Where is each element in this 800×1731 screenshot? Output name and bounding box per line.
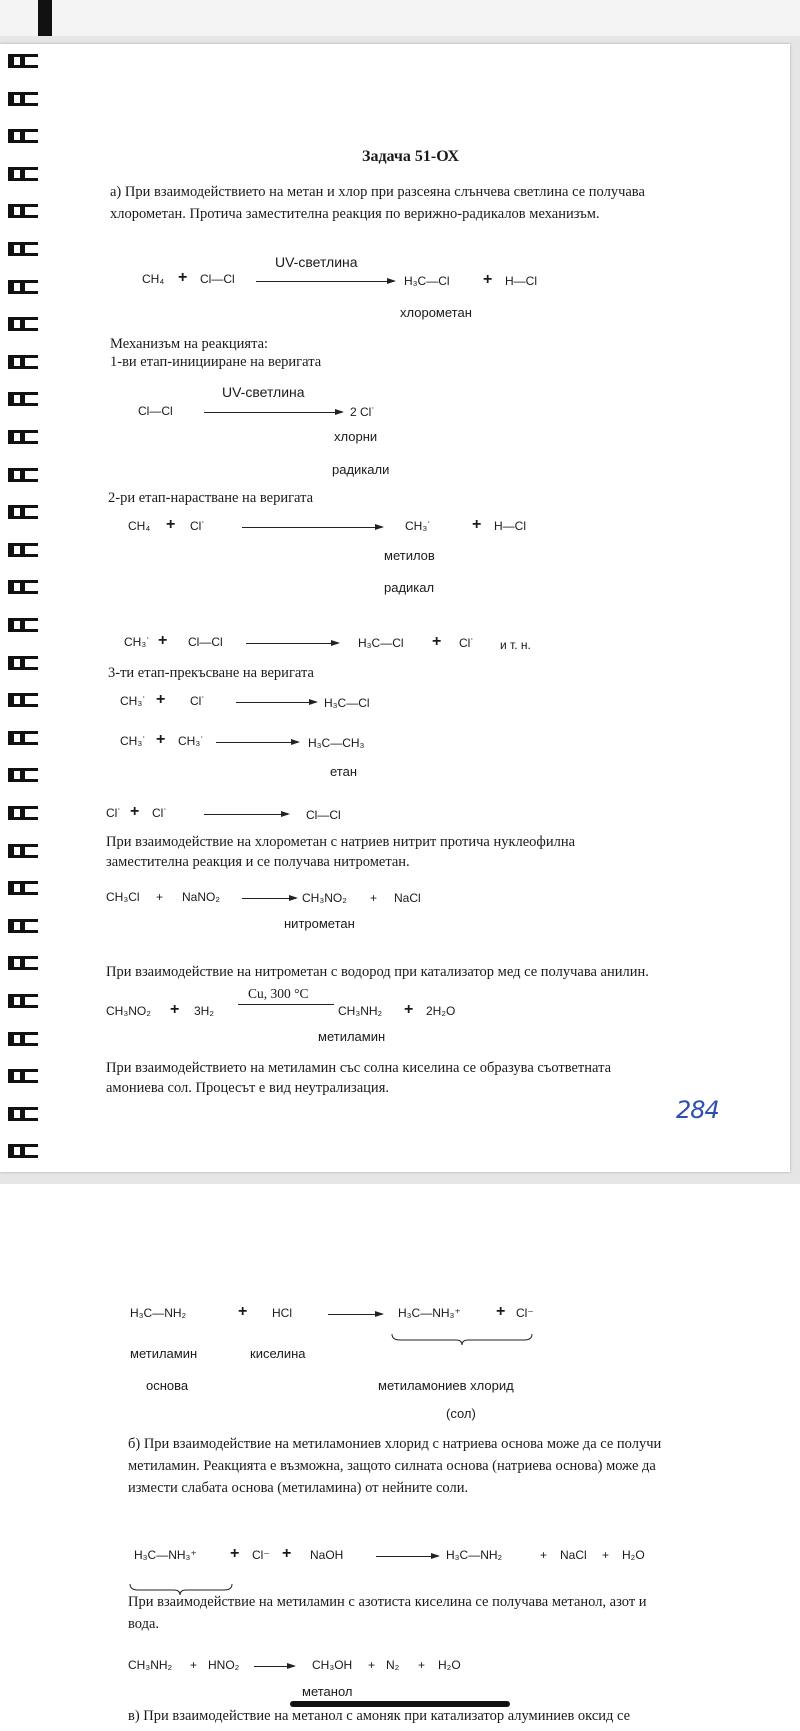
paragraph-2-line-1: При взаимодействие на хлорометан с натриев нитрит протича нуклеофилна: [106, 834, 576, 850]
paragraph-5-line-2: метиламин. Реакцията е възможна, защото силната основа (натриева основа) може да: [128, 1458, 656, 1474]
reaction-3-product-2: H—Cl: [494, 519, 526, 533]
binding-edge: [38, 0, 52, 36]
binding-ring: [4, 392, 40, 406]
binding-ring: [4, 919, 40, 933]
spiral-binding: [0, 44, 44, 1172]
handwritten-page-number: 284: [676, 1096, 719, 1124]
reaction-10-reactant-a: H₃C—NH₂: [130, 1306, 187, 1320]
binding-ring: [4, 355, 40, 369]
reaction-12-reactant-a: CH₃NH₂: [128, 1658, 173, 1672]
reaction-7-reactant-b: Cl˙: [152, 806, 168, 820]
binding-ring: [4, 1032, 40, 1046]
reaction-line: [238, 1004, 334, 1005]
binding-ring: [4, 505, 40, 519]
reaction-6-reactant-b: CH₃˙: [178, 734, 205, 748]
binding-ring: [4, 768, 40, 782]
binding-ring: [4, 1107, 40, 1121]
reaction-arrow: [256, 281, 394, 282]
reaction-10-name-a-line-1: метиламин: [130, 1346, 198, 1361]
reaction-2-name-line-1: хлорни: [334, 429, 378, 444]
reaction-3-name-line-2: радикал: [384, 580, 435, 595]
reaction-6-reactant-a: CH₃˙: [120, 734, 147, 748]
reaction-3-name-line-1: метилов: [384, 548, 435, 563]
plus-sign: +: [178, 269, 188, 286]
plus-sign: +: [432, 633, 442, 650]
reaction-9-reactant-b: 3H₂: [194, 1004, 214, 1018]
paragraph-3: При взаимодействие на нитрометан с водород при катализатор мед се получава анилин.: [106, 964, 649, 980]
paragraph-4-line-2: амониева сол. Процесът е вид неутрализация.: [106, 1080, 389, 1096]
reaction-12-product-3: H₂O: [438, 1658, 461, 1672]
reaction-3-reactant-b: Cl˙: [190, 519, 206, 533]
reaction-7-reactant-a: Cl˙: [106, 806, 122, 820]
plus-sign: +: [190, 1658, 198, 1672]
binding-ring: [4, 54, 40, 68]
reaction-arrow: [246, 643, 338, 644]
plus-sign: +: [130, 803, 140, 820]
paragraph-4-line-1: При взаимодействието на метиламин със солна киселина се образува съответната: [106, 1060, 612, 1076]
binding-ring: [4, 881, 40, 895]
reaction-5-reactant-b: Cl˙: [190, 694, 206, 708]
product-brace: [390, 1332, 534, 1346]
plus-sign: +: [158, 632, 168, 649]
binding-ring: [4, 317, 40, 331]
reaction-10-name-b: киселина: [250, 1346, 306, 1361]
reaction-arrow: [242, 898, 296, 899]
plus-sign: +: [602, 1548, 610, 1562]
plus-sign: +: [496, 1303, 506, 1320]
reaction-2-product: 2 Cl˙: [350, 405, 376, 419]
reaction-9-condition: Cu, 300 °C: [248, 986, 309, 1001]
reaction-10-name-product: метиламониев хлорид: [378, 1378, 514, 1393]
reaction-1-product-1: H₃C—Cl: [404, 274, 450, 288]
reaction-6-product: H₃C—CH₃: [308, 736, 365, 750]
reaction-12-product-2: N₂: [386, 1658, 400, 1672]
reaction-arrow: [236, 702, 316, 703]
reaction-1-reactant-a: CH₄: [142, 272, 165, 286]
binding-ring: [4, 129, 40, 143]
reaction-arrow: [376, 1556, 438, 1557]
binding-ring: [4, 1069, 40, 1083]
reaction-10-product-1: H₃C—NH₃⁺: [398, 1306, 461, 1320]
binding-ring: [4, 242, 40, 256]
plus-sign: +: [404, 1001, 414, 1018]
reaction-2-condition: UV-светлина: [222, 384, 305, 400]
paragraph-2-line-2: заместителна реакция и се получава нитрометан.: [106, 854, 410, 870]
reaction-8-product-2: NaCl: [394, 891, 421, 905]
intro-line-2: хлорометан. Протича заместителна реакция по верижно-радикалов механизъм.: [110, 206, 600, 222]
binding-ring: [4, 693, 40, 707]
reaction-5-reactant-a: CH₃˙: [120, 694, 147, 708]
reaction-11-product-1: H₃C—NH₂: [446, 1548, 503, 1562]
reaction-4-etc: и т. н.: [500, 638, 531, 652]
mechanism-heading: Механизъм на реакцията:: [110, 336, 269, 352]
reaction-10-name-a-line-2: основа: [146, 1378, 189, 1393]
plus-sign: +: [238, 1303, 248, 1320]
binding-ring: [4, 580, 40, 594]
reaction-1-reactant-b: Cl—Cl: [200, 272, 235, 286]
plus-sign: +: [483, 271, 493, 288]
reaction-2-name-line-2: радикали: [332, 462, 390, 477]
binding-ring: [4, 956, 40, 970]
reaction-10-name-product-2: (сол): [446, 1406, 476, 1421]
binding-ring: [4, 468, 40, 482]
binding-ring: [4, 204, 40, 218]
document-page-2: [0, 1184, 800, 1731]
reaction-8-product-name: нитрометан: [284, 916, 355, 931]
plus-sign: +: [368, 1658, 376, 1672]
intro-line-1: а) При взаимодействието на метан и хлор при разсеяна слънчева светлина се получава: [110, 184, 645, 200]
binding-ring: [4, 167, 40, 181]
reaction-arrow: [242, 527, 382, 528]
stage-1-heading: 1-ви етап-иницииране на веригата: [110, 354, 322, 370]
previous-page-strip: [0, 0, 800, 36]
reaction-4-product-1: H₃C—Cl: [358, 636, 404, 650]
binding-ring: [4, 280, 40, 294]
plus-sign: +: [230, 1545, 240, 1562]
plus-sign: +: [418, 1658, 426, 1672]
paragraph-6-line-2: вода.: [128, 1616, 160, 1632]
reaction-10-reactant-b: HCl: [272, 1306, 292, 1320]
reaction-1-product-name: хлорометан: [400, 305, 472, 320]
paragraph-5-line-1: б) При взаимодействие на метиламониев хлорид с натриева основа може да се получи: [128, 1436, 662, 1452]
plus-sign: +: [156, 691, 166, 708]
reaction-3-reactant-a: CH₄: [128, 519, 151, 533]
binding-ring: [4, 994, 40, 1008]
reaction-9-product-1: CH₃NH₂: [338, 1004, 383, 1018]
binding-ring: [4, 618, 40, 632]
plus-sign: +: [170, 1001, 180, 1018]
reaction-8-reactant-a: CH₃Cl: [106, 890, 140, 904]
reaction-8-reactant-b: NaNO₂: [182, 890, 220, 904]
reaction-7-product: Cl—Cl: [306, 808, 341, 822]
reaction-3-product-1: CH₃˙: [405, 519, 432, 533]
reaction-11-product-3: H₂O: [622, 1548, 645, 1562]
binding-ring: [4, 731, 40, 745]
reaction-arrow: [204, 412, 342, 413]
reaction-12-product-1: CH₃OH: [312, 1658, 353, 1672]
paragraph-5-line-3: измести слабата основа (метиламина) от нейните соли.: [128, 1480, 469, 1496]
paragraph-6-line-1: При взаимодействие на метиламин с азотиста киселина се получава метанол, азот и: [128, 1594, 647, 1610]
task-title: Задача 51-ОХ: [362, 148, 459, 165]
reaction-10-product-2: Cl⁻: [516, 1306, 534, 1320]
reaction-9-product-name: метиламин: [318, 1029, 386, 1044]
home-indicator[interactable]: [290, 1701, 510, 1707]
reaction-2-reactant: Cl—Cl: [138, 404, 173, 418]
reaction-arrow: [328, 1314, 382, 1315]
reaction-4-reactant-a: CH₃˙: [124, 635, 151, 649]
reaction-9-reactant-a: CH₃NO₂: [106, 1004, 151, 1018]
binding-ring: [4, 806, 40, 820]
plus-sign: +: [370, 891, 378, 905]
binding-ring: [4, 430, 40, 444]
reaction-arrow: [254, 1666, 294, 1667]
reaction-arrow: [216, 742, 298, 743]
plus-sign: +: [540, 1548, 548, 1562]
plus-sign: +: [472, 516, 482, 533]
reaction-11-reactant-b: Cl⁻: [252, 1548, 270, 1562]
reaction-11-product-2: NaCl: [560, 1548, 587, 1562]
binding-ring: [4, 92, 40, 106]
reaction-12-product-name: метанол: [302, 1684, 353, 1699]
plus-sign: +: [156, 731, 166, 748]
reaction-1-condition: UV-светлина: [275, 254, 358, 270]
reaction-arrow: [204, 814, 288, 815]
binding-ring: [4, 1144, 40, 1158]
plus-sign: +: [166, 516, 176, 533]
reaction-12-reactant-b: HNO₂: [208, 1658, 240, 1672]
reaction-1-product-2: H—Cl: [505, 274, 537, 288]
reaction-11-reactant-a: H₃C—NH₃⁺: [134, 1548, 197, 1562]
paragraph-7: в) При взаимодействие на метанол с амоняк при катализатор алуминиев оксид се: [128, 1708, 631, 1724]
reaction-11-reactant-c: NaOH: [310, 1548, 344, 1562]
reaction-4-product-2: Cl˙: [459, 636, 475, 650]
binding-ring: [4, 844, 40, 858]
stage-2-heading: 2-ри етап-нарастване на веригата: [108, 490, 314, 506]
reaction-5-product: H₃C—Cl: [324, 696, 370, 710]
plus-sign: +: [282, 1545, 292, 1562]
binding-ring: [4, 656, 40, 670]
plus-sign: +: [156, 890, 164, 904]
reaction-6-product-name: етан: [330, 764, 358, 779]
reaction-9-product-2: 2H₂O: [426, 1004, 456, 1018]
reaction-8-product-1: CH₃NO₂: [302, 891, 347, 905]
reaction-4-reactant-b: Cl—Cl: [188, 635, 223, 649]
document-page-1: [0, 44, 790, 1172]
stage-3-heading: 3-ти етап-прекъсване на веригата: [108, 665, 314, 681]
binding-ring: [4, 543, 40, 557]
